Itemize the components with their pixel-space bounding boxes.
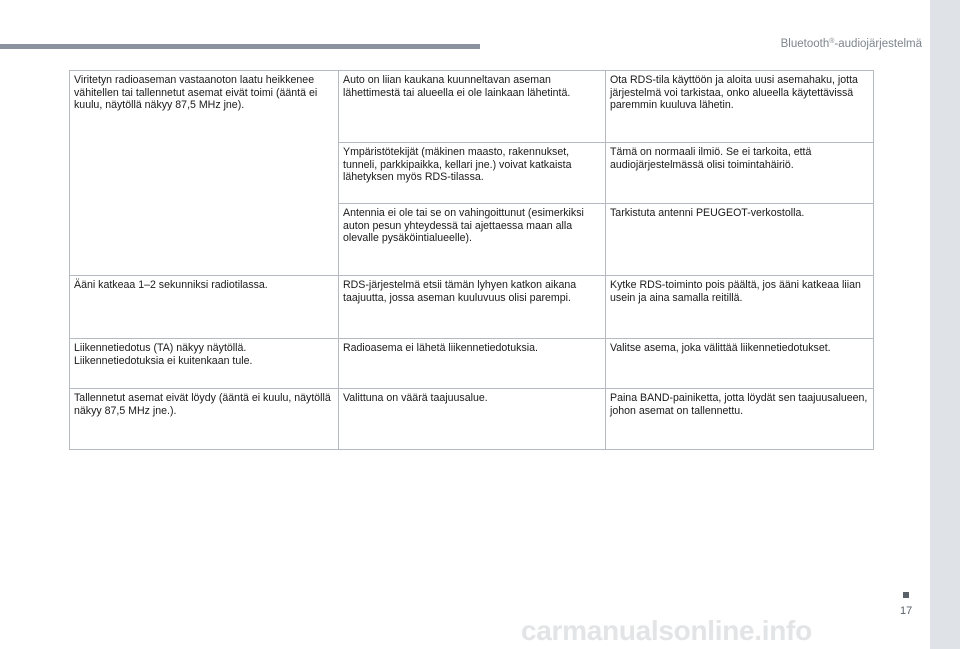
table-row <box>70 71 874 143</box>
cause-cell: Ympäristötekijät (mäkinen maasto, rakennukset, tunneli, parkkipaikka, kellari jne.) voivat katkaista lähetyksen myös RDS-tilassa. <box>339 143 606 204</box>
table-row <box>70 339 874 389</box>
cause-cell: Auto on liian kaukana kuunneltavan aseman lähettimestä tai alueella ei ole lainkaan lähetintä. <box>339 71 606 143</box>
table-row <box>70 276 874 339</box>
problem-cell: Viritetyn radioaseman vastaanoton laatu heikkenee vähitellen tai tallennetut asemat eivät toimi (ääntä ei kuulu, näytöllä näkyy 87,5 MHz jne). <box>70 71 339 276</box>
section-title <box>781 38 922 50</box>
troubleshooting-table <box>69 70 874 450</box>
solution-cell: Tämä on normaali ilmiö. Se ei tarkoita, että audiojärjestelmässä olisi toimintahäiriö. <box>606 143 874 204</box>
solution-cell: Paina BAND-painiketta, jotta löydät sen taajuusalueen, johon asemat on tallennettu. <box>606 389 874 450</box>
problem-cell: Ääni katkeaa 1–2 sekunniksi radiotilassa. <box>70 276 339 339</box>
page-number: 17 <box>900 605 913 617</box>
problem-cell: Tallennetut asemat eivät löydy (ääntä ei kuulu, näytöllä näkyy 87,5 MHz jne.). <box>70 389 339 450</box>
cause-cell: Radioasema ei lähetä liikennetiedotuksia. <box>339 339 606 389</box>
section-title-prefix: Bluetooth <box>780 38 830 50</box>
registered-mark: ® <box>829 38 835 45</box>
problem-cell: Liikennetiedotus (TA) näkyy näytöllä. Liikennetiedotuksia ei kuitenkaan tule. <box>70 339 339 389</box>
cause-cell: RDS-järjestelmä etsii tämän lyhyen katkon aikana taajuutta, jossa aseman kuuluvuus olisi parempi. <box>339 276 606 339</box>
table-row <box>70 389 874 450</box>
cause-cell: Valittuna on väärä taajuusalue. <box>339 389 606 450</box>
page-marker-square <box>903 592 909 598</box>
cause-cell: Antennia ei ole tai se on vahingoittunut (esimerkiksi auton pesun yhteydessä tai ajettaessa maan alla olevalle pysäköintialueelle). <box>339 204 606 276</box>
solution-cell: Ota RDS-tila käyttöön ja aloita uusi asemahaku, jotta järjestelmä voi tarkistaa, onko alueella käytettävissä paremmin kuuluva lähetin. <box>606 71 874 143</box>
section-title-suffix: -audiojärjestelmä <box>834 38 922 50</box>
solution-cell: Kytke RDS-toiminto pois päältä, jos ääni katkeaa liian usein ja aina samalla reitillä. <box>606 276 874 339</box>
solution-cell: Tarkistuta antenni PEUGEOT-verkostolla. <box>606 204 874 276</box>
watermark: carmanualsonline.info <box>521 615 812 646</box>
solution-cell: Valitse asema, joka välittää liikennetiedotukset. <box>606 339 874 389</box>
page-edge-strip <box>930 0 960 649</box>
header-rule <box>0 44 480 49</box>
